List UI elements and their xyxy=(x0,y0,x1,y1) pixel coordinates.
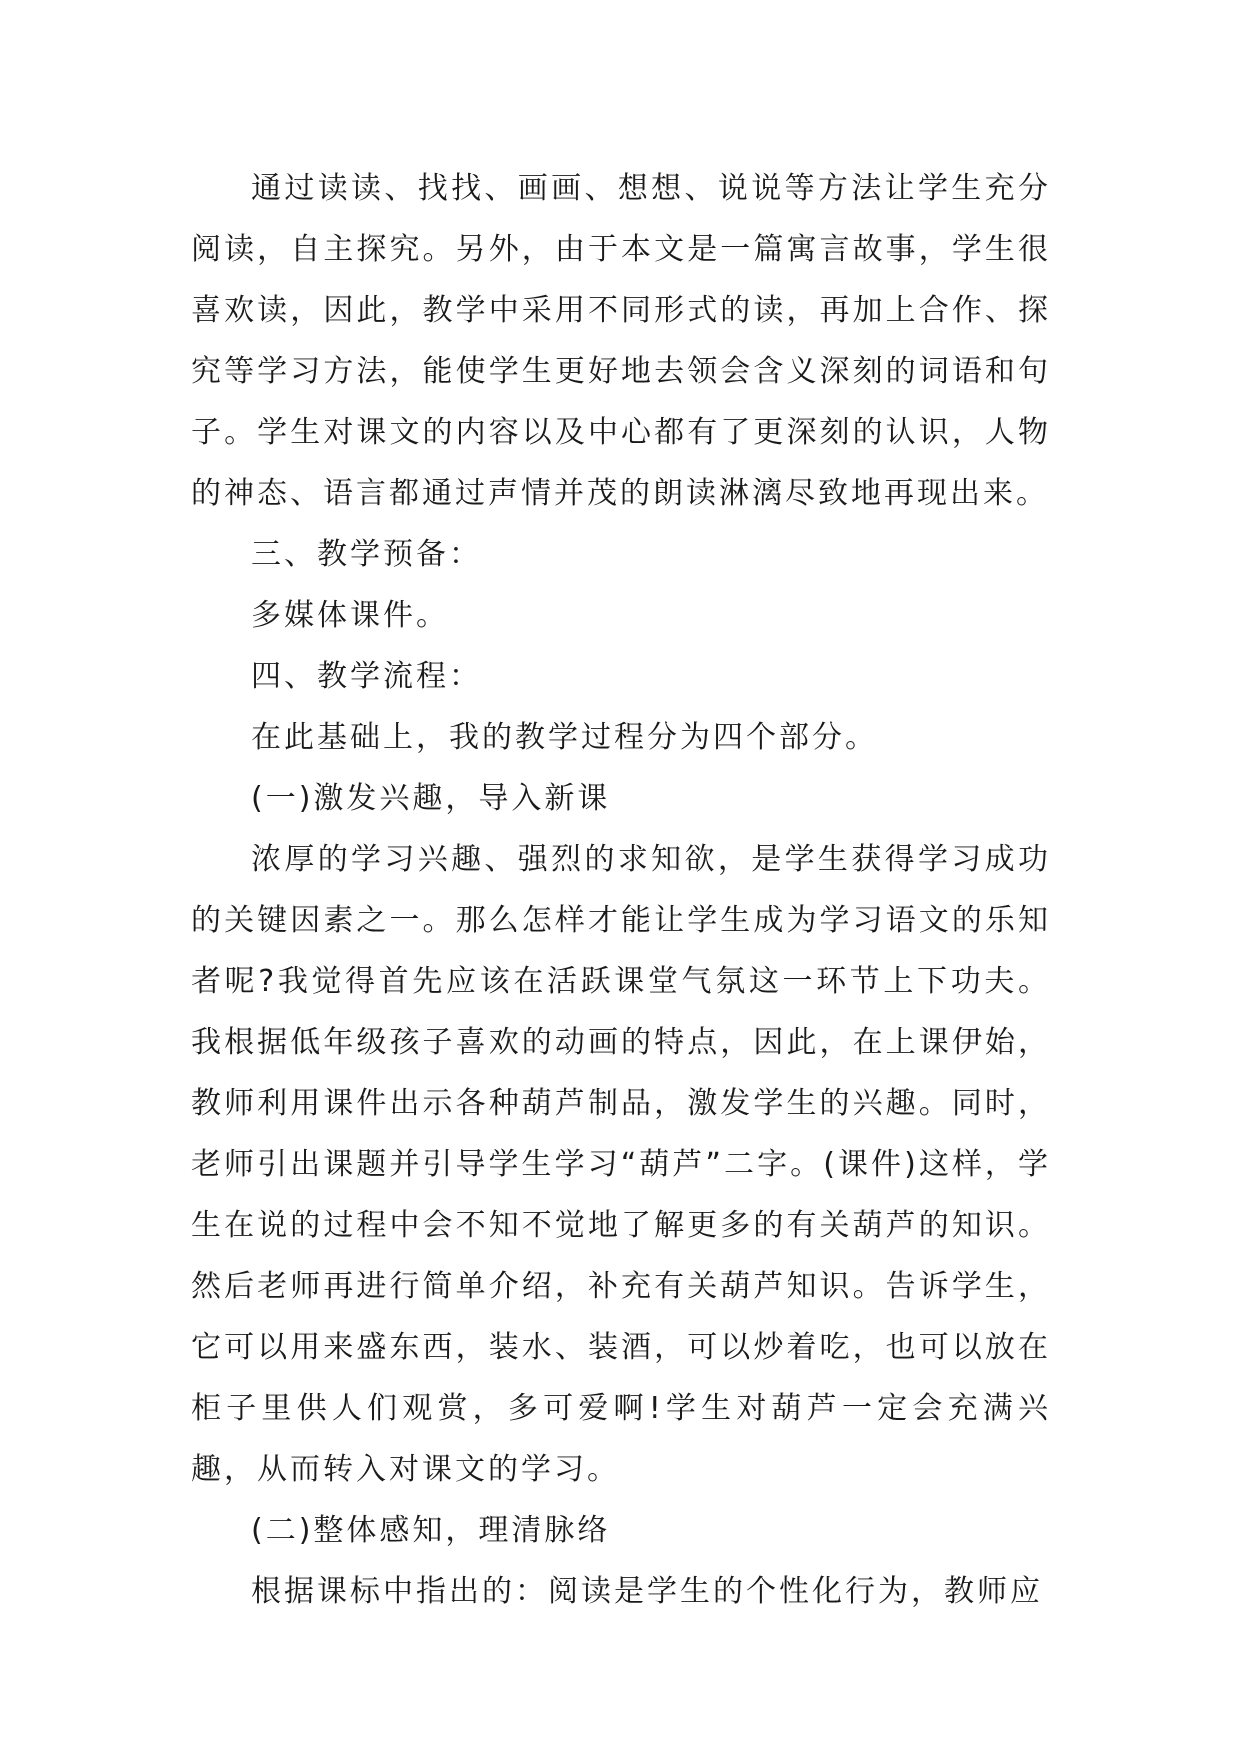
paragraph-process-overview: 在此基础上，我的教学过程分为四个部分。 xyxy=(251,720,878,755)
paragraph-multimedia: 多媒体课件。 xyxy=(251,598,449,633)
heading-teaching-process: 四、教学流程： xyxy=(251,659,482,694)
paragraph-reading-methods: 通过读读、找找、画画、想想、说说等方法让学生充分阅读，自主探究。另外，由于本文是一篇寓言故事，学生很喜欢读，因此，教学中采用不同形式的读，再加上合作、探究等学习方法，能使学生更好地去领会含义深刻的词语和句子。学生对课文的内容以及中心都有了更深刻的认识，人物的神态、语言都通过声情并茂的朗读淋漓尽致地再现出来。 xyxy=(191,171,1051,511)
document-body xyxy=(191,158,1051,1622)
subheading-part-two: (二)整体感知，理清脉络 xyxy=(251,1513,611,1548)
paragraph-part-two-body: 根据课标中指出的：阅读是学生的个性化行为，教师应 xyxy=(251,1574,1043,1609)
subheading-part-one: (一)激发兴趣，导入新课 xyxy=(251,781,611,816)
paragraph-part-one-body: 浓厚的学习兴趣、强烈的求知欲，是学生获得学习成功的关键因素之一。那么怎样才能让学生成为学习语文的乐知者呢?我觉得首先应该在活跃课堂气氛这一环节上下功夫。我根据低年级孩子喜欢的动画的特点，因此，在上课伊始，教师利用课件出示各种葫芦制品，激发学生的兴趣。同时，老师引出课题并引导学生学习“葫芦”二字。(课件)这样，学生在说的过程中会不知不觉地了解更多的有关葫芦的知识。然后老师再进行简单介绍，补充有关葫芦知识。告诉学生，它可以用来盛东西，装水、装酒，可以炒着吃，也可以放在柜子里供人们观赏，多可爱啊!学生对葫芦一定会充满兴趣，从而转入对课文的学习。 xyxy=(191,842,1051,1487)
heading-teaching-preparation: 三、教学预备： xyxy=(251,537,482,572)
